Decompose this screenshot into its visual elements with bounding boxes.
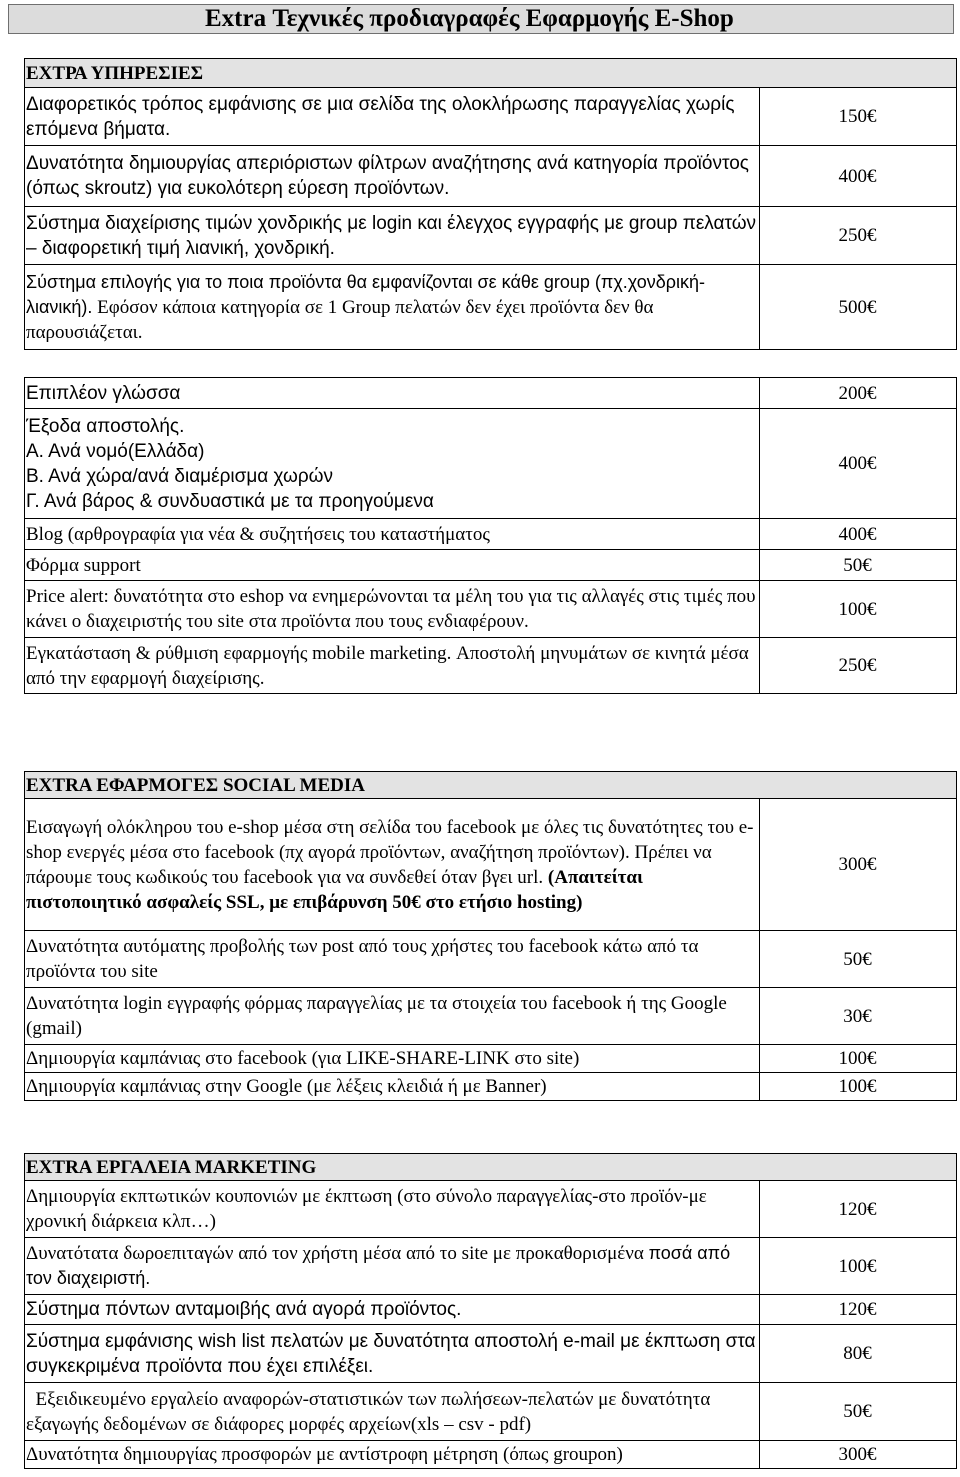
- service-row-desc: Φόρμα support: [25, 550, 760, 581]
- service-row-price: 120€: [760, 1295, 957, 1325]
- service-row-desc: Εξειδικευμένο εργαλείο αναφορών-στατιστικών των πωλήσεων-πελατών με δυνατότητα εξαγωγής δεδομένων σε διάφορες μορφές αρχείων(xls – csv - pdf): [25, 1383, 760, 1441]
- service-row-price: 400€: [760, 146, 957, 207]
- service-row-desc: Σύστημα διαχείρισης τιμών χονδρικής με login και έλεγχος εγγραφής με group πελατών – διαφορετική τιμή λιανική, χονδρική.: [25, 207, 760, 265]
- shipping-line-2: Α. Ανά νομό(Ελλάδα): [26, 440, 205, 462]
- shipping-line-4: Γ. Ανά βάρος & συνδυαστικά με τα προηγούμενα: [26, 490, 434, 512]
- service-row-desc: [25, 265, 760, 350]
- service-row-price: 250€: [760, 207, 957, 265]
- service-row-desc: Δημιουργία εκπτωτικών κουπονιών με έκπτωση (στο σύνολο παραγγελίας-στο προϊόν-με χρονική διάρκεια κλπ…): [25, 1181, 760, 1238]
- service-row-price: 400€: [760, 519, 957, 550]
- service-row-price: 50€: [760, 550, 957, 581]
- page-title: Extra Τεχνικές προδιαγραφές Εφαρμογής E-Shop: [205, 5, 734, 32]
- service-row-desc: Δυνατότητα δημιουργίας προσφορών με αντίστροφη μέτρηση (όπως groupon): [25, 1441, 760, 1469]
- service-row-price: 150€: [760, 88, 957, 146]
- voucher-desc-part-a: Δυνατότατα δωροεπιταγών από τον χρήστη μέσα από το site με προκαθορισμένα: [26, 1243, 649, 1264]
- service-row-price: 200€: [760, 378, 957, 409]
- service-row-price: 300€: [760, 1441, 957, 1469]
- voucher-desc-part-b: ποσά από τον διαχειριστή.: [26, 1243, 731, 1288]
- service-row-desc: Επιπλέον γλώσσα: [25, 378, 760, 409]
- service-row-desc: Σύστημα εμφάνισης wish list πελατών με δυνατότητα αποστολή e-mail με έκπτωση στα συγκεκριμένα προϊόντα που έχει επιλέξει.: [25, 1325, 760, 1383]
- service-row-price: 120€: [760, 1181, 957, 1238]
- service-row-price: 100€: [760, 581, 957, 638]
- service-desc-part-b: Εφόσον κάποια κατηγορία σε 1 Group πελατών δεν έχει προϊόντα δεν θα παρουσιάζεται.: [26, 296, 654, 343]
- service-row-desc: [25, 799, 760, 931]
- service-row-price: 30€: [760, 988, 957, 1045]
- service-row-price: 500€: [760, 265, 957, 350]
- service-row-desc: Δυνατότητα δημιουργίας απεριόριστων φίλτρων αναζήτησης ανά κατηγορία προϊόντος (όπως skroutz) για ευκολότερη εύρεση προϊόντων.: [25, 146, 760, 207]
- service-row-price: 300€: [760, 799, 957, 931]
- service-row-desc: Δημιουργία καμπάνιας στην Google (με λέξεις κλειδιά ή με Banner): [25, 1073, 760, 1101]
- marketing-tools-table: [24, 1153, 957, 1469]
- service-row-desc: [25, 409, 760, 519]
- social-media-table: [24, 771, 957, 1101]
- service-row-desc: Blog (αρθρογραφία για νέα & συζητήσεις του καταστήματος: [25, 519, 760, 550]
- service-row-desc: Εγκατάσταση & ρύθμιση εφαρμογής mobile marketing. Αποστολή μηνυμάτων σε κινητά μέσα από την εφαρμογή διαχείρισης.: [25, 638, 760, 694]
- section-heading: EXTRA ΕΦΑΡΜΟΓΕΣ SOCIAL MEDIA: [25, 772, 957, 799]
- service-row-desc: Σύστημα πόντων ανταμοιβής ανά αγορά προϊόντος.: [25, 1295, 760, 1325]
- section-heading: ΕΧΤΡΑ ΥΠΗΡΕΣΙΕΣ: [25, 59, 957, 88]
- service-row-price: 250€: [760, 638, 957, 694]
- extra-services-table-b: [24, 377, 957, 694]
- service-row-desc: Διαφορετικός τρόπος εμφάνισης σε μια σελίδα της ολοκλήρωσης παραγγελίας χωρίς επόμενα βήματα.: [25, 88, 760, 146]
- service-row-desc: [25, 1238, 760, 1295]
- section-heading: EXTRA ΕΡΓΑΛΕΙΑ MARKETING: [25, 1154, 957, 1181]
- shipping-line-3: Β. Ανά χώρα/ανά διαμέρισμα χωρών: [26, 465, 333, 487]
- social-desc-bold: (Απαιτείται πιστοποιητικό ασφαλείς SSL, με επιβάρυνση 50€ στο ετήσιο hosting): [26, 866, 643, 913]
- service-row-desc: Δημιουργία καμπάνιας στο facebook (για LIKE-SHARE-LINK στο site): [25, 1045, 760, 1073]
- service-desc-part-a: Σύστημα επιλογής για το ποια προϊόντα θα εμφανίζονται σε κάθε group (πχ.χονδρική-λιανική).: [26, 271, 706, 317]
- service-row-desc: Δυνατότητα login εγγραφής φόρμας παραγγελίας με τα στοιχεία του facebook ή της Google (gmail): [25, 988, 760, 1045]
- service-row-price: 100€: [760, 1238, 957, 1295]
- service-row-desc: Δυνατότητα αυτόματης προβολής των post από τους χρήστες του facebook κάτω από τα προϊόντα του site: [25, 931, 760, 988]
- extra-services-table: [24, 58, 957, 350]
- service-row-price: 50€: [760, 1383, 957, 1441]
- service-row-price: 400€: [760, 409, 957, 519]
- service-row-price: 50€: [760, 931, 957, 988]
- service-row-desc: Price alert: δυνατότητα στο eshop να ενημερώνονται τα μέλη του για τις αλλαγές στις τιμές που κάνει ο διαχειριστής του site στα προϊόντα που τους ενδιαφέρουν.: [25, 581, 760, 638]
- service-row-price: 100€: [760, 1073, 957, 1101]
- social-desc-text: Εισαγωγή ολόκληρου του e-shop μέσα στη σελίδα του facebook με όλες τις δυνατότητες του e-shop ενεργές μέσα στο facebook (πχ αγορά προϊόντων, αναζήτηση προϊόντων). Πρέπει να πάρουμε τους κωδικούς του facebook για να συνδεθεί όταν βγει url.: [26, 816, 754, 888]
- service-row-price: 80€: [760, 1325, 957, 1383]
- service-row-price: 100€: [760, 1045, 957, 1073]
- shipping-line-1: Έξοδα αποστολής.: [26, 415, 185, 437]
